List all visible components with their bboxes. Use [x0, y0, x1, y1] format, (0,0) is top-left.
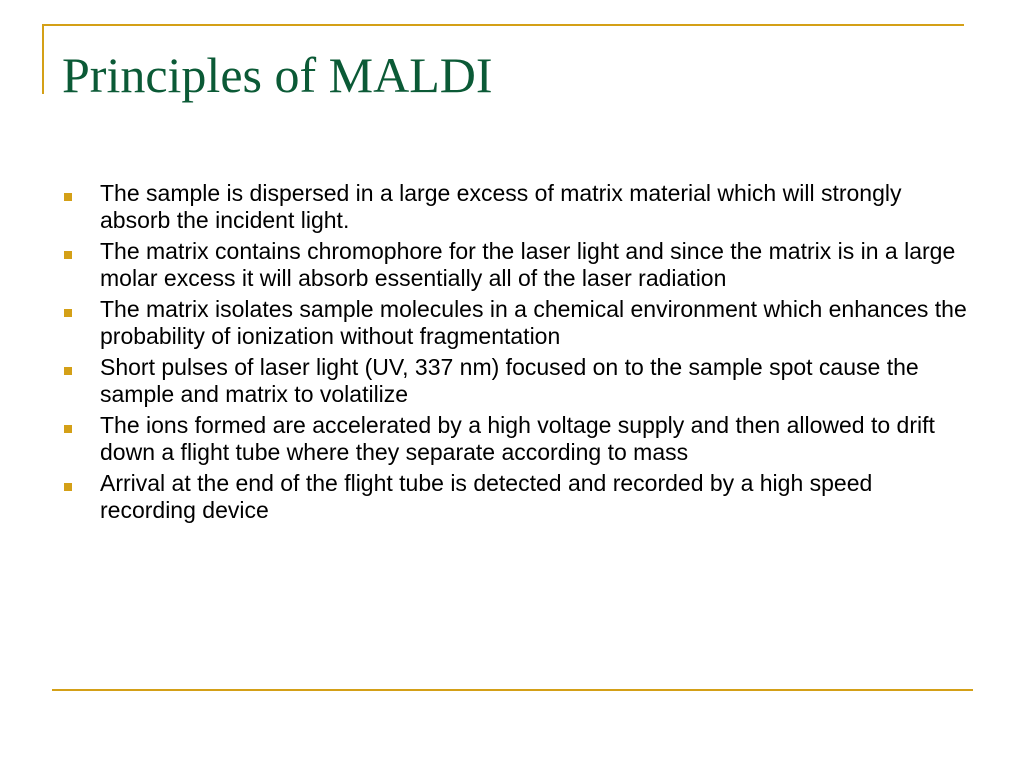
bullet-text: The ions formed are accelerated by a high voltage supply and then allowed to drift down a flight tube where they separate according to mass: [100, 412, 935, 465]
frame-left-rule: [42, 24, 44, 94]
bullet-text: The matrix isolates sample molecules in a chemical environment which enhances the probability of ionization without fragmentation: [100, 296, 967, 349]
footer-rule: [52, 689, 973, 691]
bullet-text: The sample is dispersed in a large excess of matrix material which will strongly absorb the incident light.: [100, 180, 902, 233]
bullet-text: Arrival at the end of the flight tube is detected and recorded by a high speed recording device: [100, 470, 873, 523]
bullet-item-2: [62, 238, 974, 292]
bullet-text: The matrix contains chromophore for the laser light and since the matrix is in a large molar excess it will absorb essentially all of the laser radiation: [100, 238, 956, 291]
square-bullet-icon: [64, 483, 72, 491]
square-bullet-icon: [64, 193, 72, 201]
bullet-item-4: [62, 354, 974, 408]
bullet-text: Short pulses of laser light (UV, 337 nm) focused on to the sample spot cause the sample and matrix to volatilize: [100, 354, 919, 407]
square-bullet-icon: [64, 367, 72, 375]
bullet-item-5: [62, 412, 974, 466]
frame-top-rule: [42, 24, 964, 26]
square-bullet-icon: [64, 425, 72, 433]
bullet-list: [62, 180, 974, 528]
square-bullet-icon: [64, 251, 72, 259]
slide-title: Principles of MALDI: [62, 47, 493, 103]
bullet-item-6: [62, 470, 974, 524]
bullet-item-3: [62, 296, 974, 350]
bullet-item-1: [62, 180, 974, 234]
square-bullet-icon: [64, 309, 72, 317]
